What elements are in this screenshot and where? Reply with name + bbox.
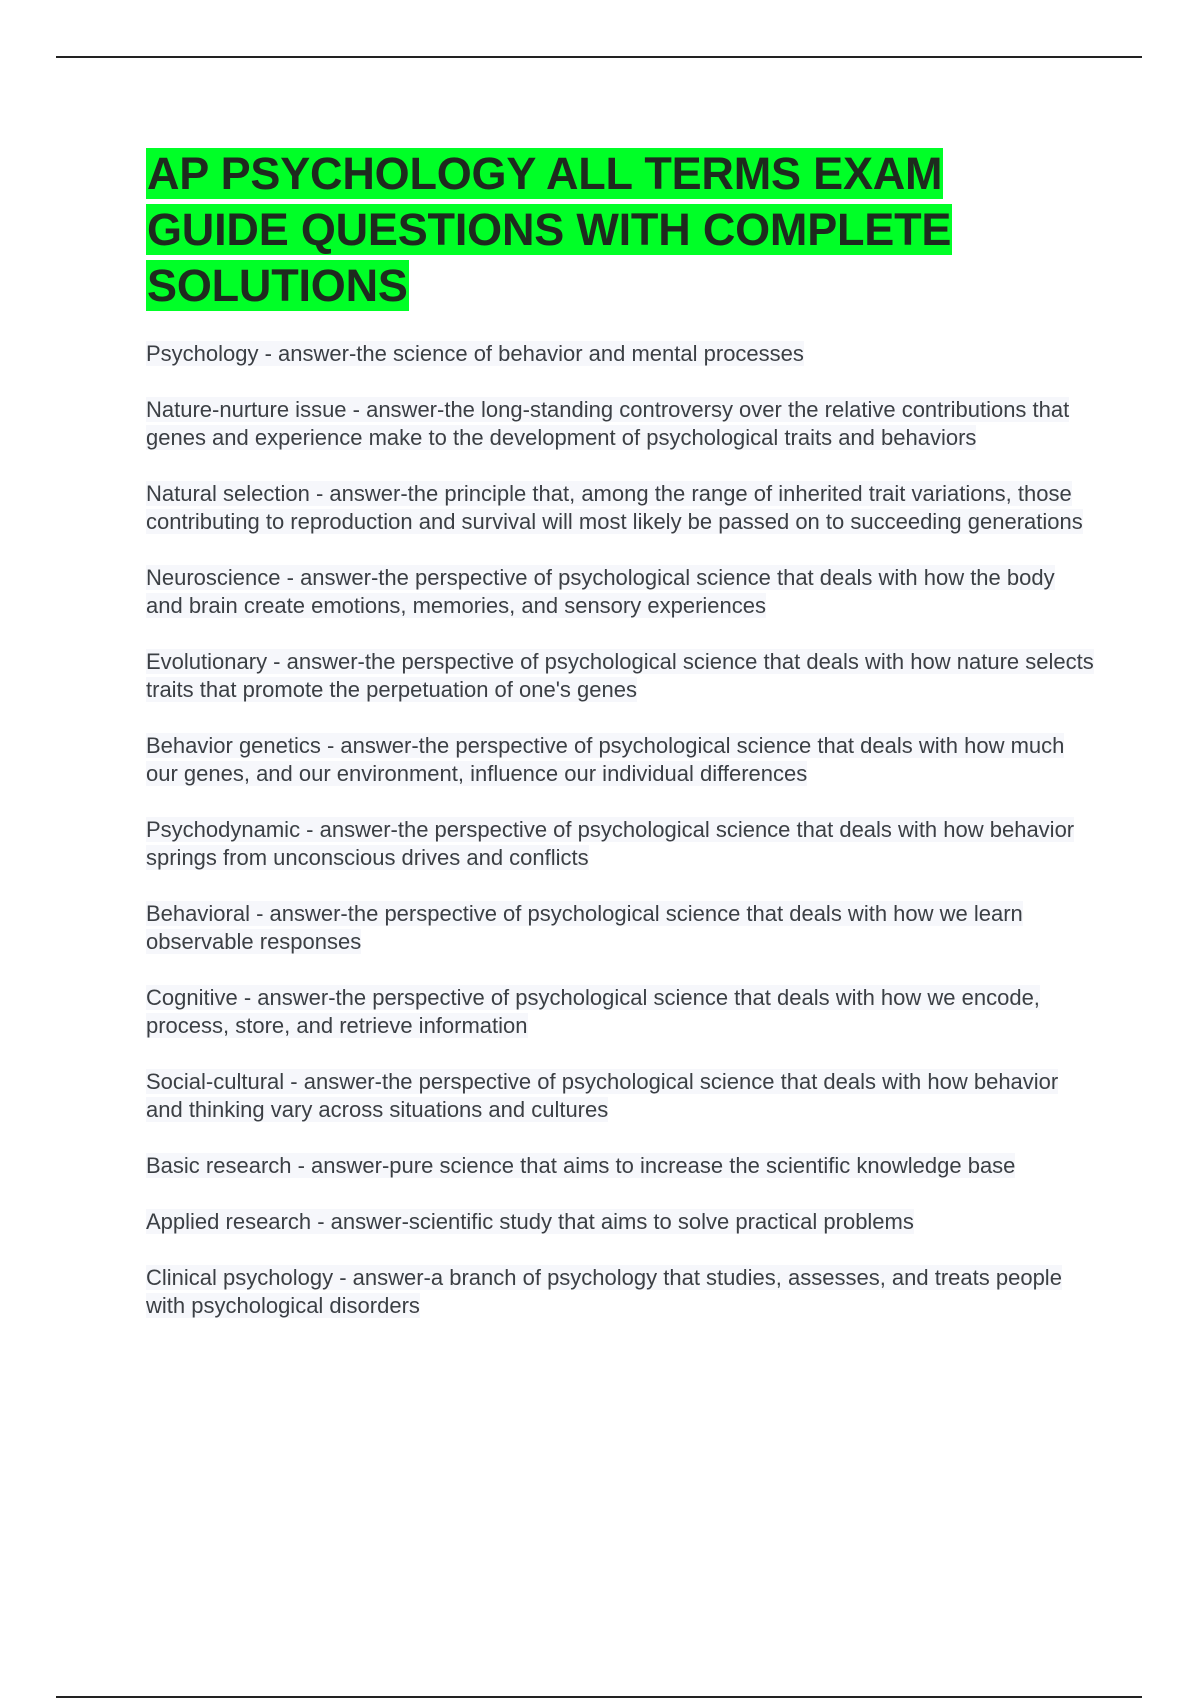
term-entry (146, 1208, 1096, 1236)
term-entry (146, 1264, 1096, 1320)
document-body (146, 146, 1096, 1348)
term-entry-text: Psychology - answer-the science of behavior and mental processes (146, 341, 804, 366)
header-rule (56, 56, 1142, 58)
term-entry (146, 648, 1096, 704)
term-entry (146, 816, 1096, 872)
term-entry-text: Social-cultural - answer-the perspective of psychological science that deals with how behavior and thinking vary across situations and cultures (146, 1069, 1059, 1122)
term-entry-text: Evolutionary - answer-the perspective of psychological science that deals with how nature selects traits that promote the perpetuation of one's genes (146, 649, 1094, 702)
term-entry-text: Cognitive - answer-the perspective of psychological science that deals with how we encode, process, store, and retrieve information (146, 985, 1040, 1038)
term-entry (146, 900, 1096, 956)
term-entry-text: Behavioral - answer-the perspective of psychological science that deals with how we learn observable responses (146, 901, 1023, 954)
term-entry-text: Behavior genetics - answer-the perspective of psychological science that deals with how much our genes, and our environment, influence our individual differences (146, 733, 1065, 786)
term-entry (146, 564, 1096, 620)
footer-rule (56, 1696, 1142, 1698)
term-entry (146, 480, 1096, 536)
term-entry-text: Basic research - answer-pure science that aims to increase the scientific knowledge base (146, 1153, 1016, 1178)
document-title-text: AP PSYCHOLOGY ALL TERMS EXAM GUIDE QUESTIONS WITH COMPLETE SOLUTIONS (147, 148, 952, 311)
term-list (146, 340, 1096, 1320)
term-entry-text: Psychodynamic - answer-the perspective of psychological science that deals with how behavior springs from unconscious drives and conflicts (146, 817, 1075, 870)
term-entry-text: Clinical psychology - answer-a branch of psychology that studies, assesses, and treats people with psychological disorders (146, 1265, 1062, 1318)
term-entry (146, 984, 1096, 1040)
term-entry-text: Applied research - answer-scientific study that aims to solve practical problems (146, 1209, 914, 1234)
term-entry (146, 732, 1096, 788)
term-entry (146, 1152, 1096, 1180)
document-title (146, 146, 1096, 314)
term-entry-text: Neuroscience - answer-the perspective of psychological science that deals with how the body and brain create emotions, memories, and sensory experiences (146, 565, 1055, 618)
term-entry (146, 1068, 1096, 1124)
term-entry-text: Nature-nurture issue - answer-the long-standing controversy over the relative contributions that genes and experience make to the development of psychological traits and behaviors (146, 397, 1070, 450)
term-entry (146, 340, 1096, 368)
term-entry (146, 396, 1096, 452)
term-entry-text: Natural selection - answer-the principle that, among the range of inherited trait variations, those contributing to reproduction and survival will most likely be passed on to succeeding generations (146, 481, 1083, 534)
